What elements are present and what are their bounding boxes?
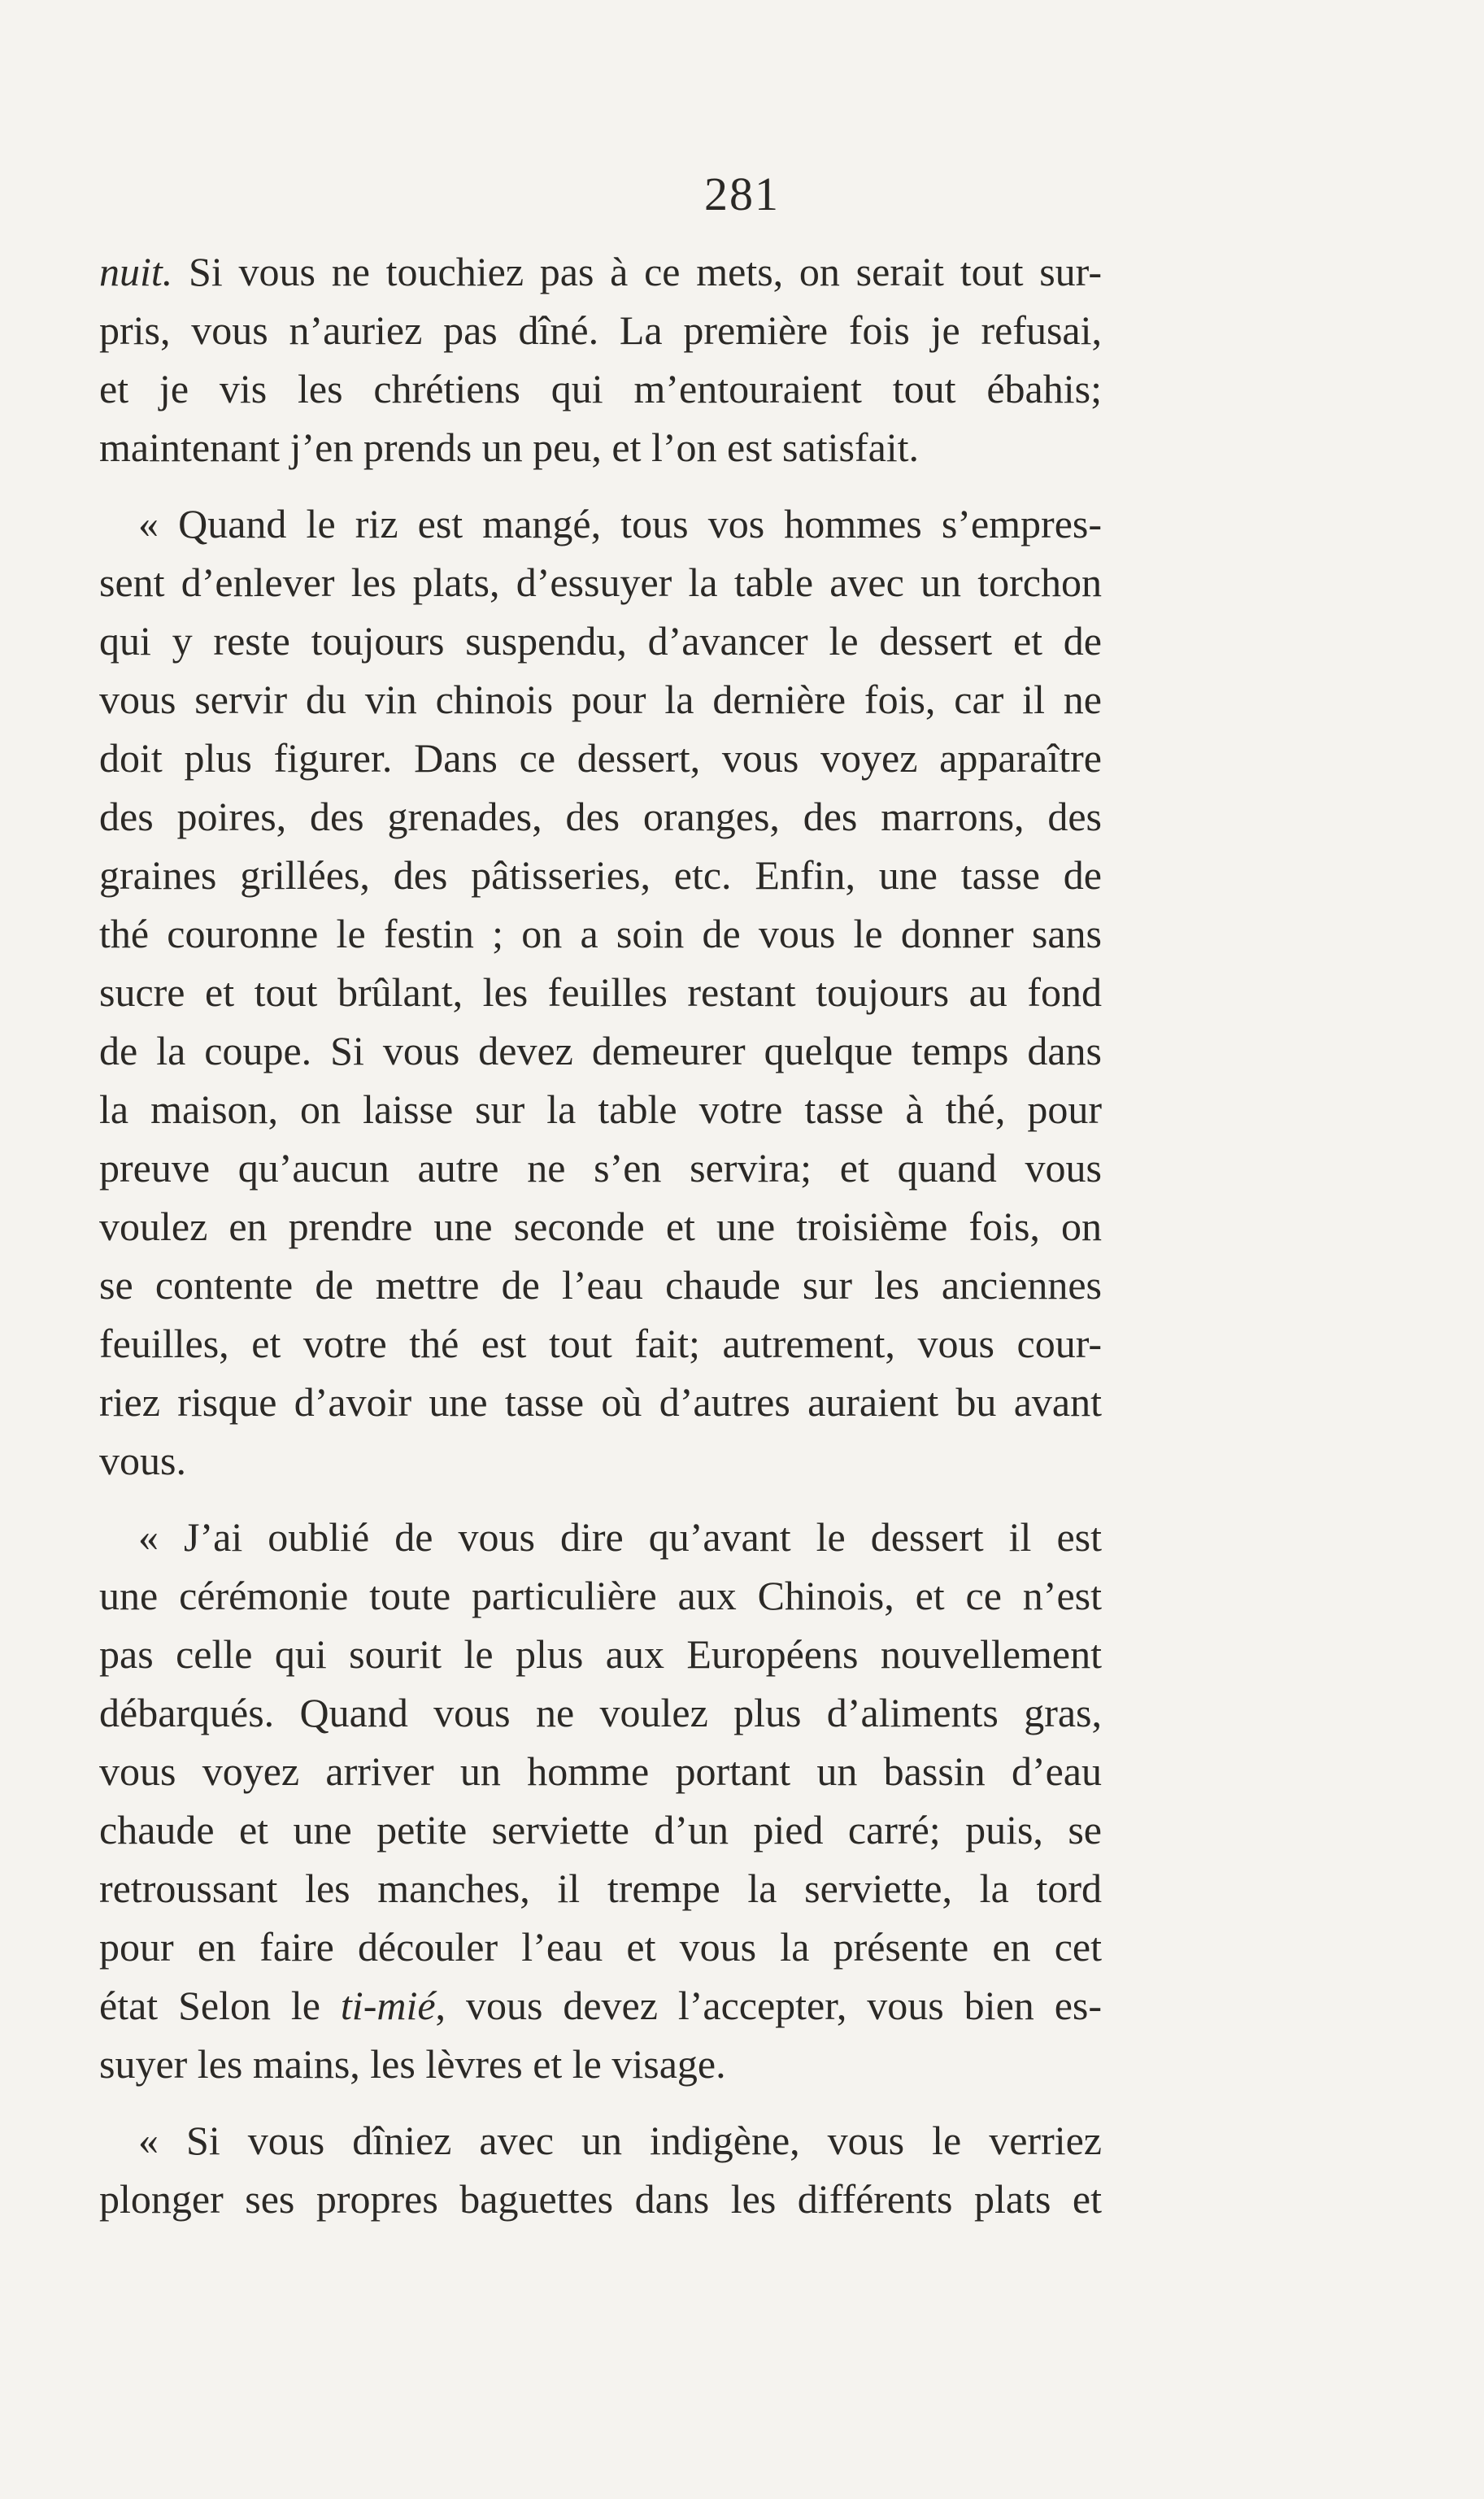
- paragraph: [99, 494, 1102, 1490]
- italic-word: ti-mié: [340, 1983, 436, 2028]
- text-line: sucre et tout brûlant, les feuilles restant toujours au fond: [99, 969, 1102, 1015]
- page-number: 281: [704, 168, 780, 220]
- text-line: doit plus figurer. Dans ce dessert, vous voyez apparaître: [99, 735, 1102, 781]
- text-line: pas celle qui sourit le plus aux Européens nouvellement: [99, 1631, 1102, 1677]
- paragraph-gap: [99, 2093, 1102, 2111]
- text-line: se contente de mettre de l’eau chaude sur les anciennes: [99, 1262, 1102, 1308]
- text-line: « Quand le riz est mangé, tous vos hommes s’empres-: [138, 501, 1102, 546]
- text-line: vous servir du vin chinois pour la dernière fois, car il ne: [99, 677, 1102, 722]
- paragraph: [99, 2111, 1102, 2228]
- text-line: vous.: [99, 1438, 186, 1483]
- text-line: riez risque d’avoir une tasse où d’autres auraient bu avant: [99, 1379, 1102, 1425]
- text-line: la maison, on laisse sur la table votre tasse à thé, pour: [99, 1086, 1102, 1132]
- line-text: état Selon le: [99, 1983, 341, 2028]
- text-line: vous voyez arriver un homme portant un bassin d’eau: [99, 1748, 1102, 1794]
- paragraph: [99, 242, 1102, 477]
- text-line: suyer les mains, les lèvres et le visage.: [99, 2041, 726, 2087]
- text-line: sent d’enlever les plats, d’essuyer la table avec un torchon: [99, 559, 1102, 605]
- text-line: des poires, des grenades, des oranges, des marrons, des: [99, 794, 1102, 839]
- line-text: Si vous ne touchiez pas à ce mets, on serait tout sur-: [172, 249, 1102, 294]
- text-line: retroussant les manches, il trempe la serviette, la tord: [99, 1866, 1102, 1911]
- body-text: [99, 242, 1102, 2228]
- text-line: [99, 242, 1102, 301]
- italic-word: nuit.: [99, 249, 173, 294]
- line-text: , vous devez l’accepter, vous bien es-: [435, 1983, 1102, 2028]
- text-line: maintenant j’en prends un peu, et l’on est satisfait.: [99, 424, 920, 470]
- text-line: plonger ses propres baguettes dans les différents plats et: [99, 2176, 1102, 2222]
- text-line: pour en faire découler l’eau et vous la présente en cet: [99, 1924, 1102, 1970]
- paragraph-gap: [99, 477, 1102, 494]
- text-line: [99, 1976, 1102, 2035]
- text-line: « J’ai oublié de vous dire qu’avant le dessert il est: [138, 1514, 1102, 1560]
- text-line: de la coupe. Si vous devez demeurer quelque temps dans: [99, 1028, 1102, 1073]
- text-line: et je vis les chrétiens qui m’entouraient tout ébahis;: [99, 366, 1102, 411]
- paragraph-gap: [99, 1490, 1102, 1508]
- text-line: « Si vous dîniez avec un indigène, vous le verriez: [138, 2118, 1102, 2163]
- text-line: débarqués. Quand vous ne voulez plus d’aliments gras,: [99, 1690, 1102, 1735]
- text-line: graines grillées, des pâtisseries, etc. Enfin, une tasse de: [99, 852, 1102, 898]
- text-line: une cérémonie toute particulière aux Chinois, et ce n’est: [99, 1573, 1102, 1618]
- paragraph: [99, 1508, 1102, 2093]
- text-line: preuve qu’aucun autre ne s’en servira; et quand vous: [99, 1145, 1102, 1191]
- text-line: qui y reste toujours suspendu, d’avancer le dessert et de: [99, 618, 1102, 664]
- text-line: chaude et une petite serviette d’un pied carré; puis, se: [99, 1807, 1102, 1852]
- text-line: voulez en prendre une seconde et une troisième fois, on: [99, 1204, 1102, 1249]
- text-line: pris, vous n’auriez pas dîné. La première fois je refusai,: [99, 307, 1102, 353]
- text-line: feuilles, et votre thé est tout fait; autrement, vous cour-: [99, 1321, 1102, 1366]
- text-line: thé couronne le festin ; on a soin de vous le donner sans: [99, 911, 1102, 956]
